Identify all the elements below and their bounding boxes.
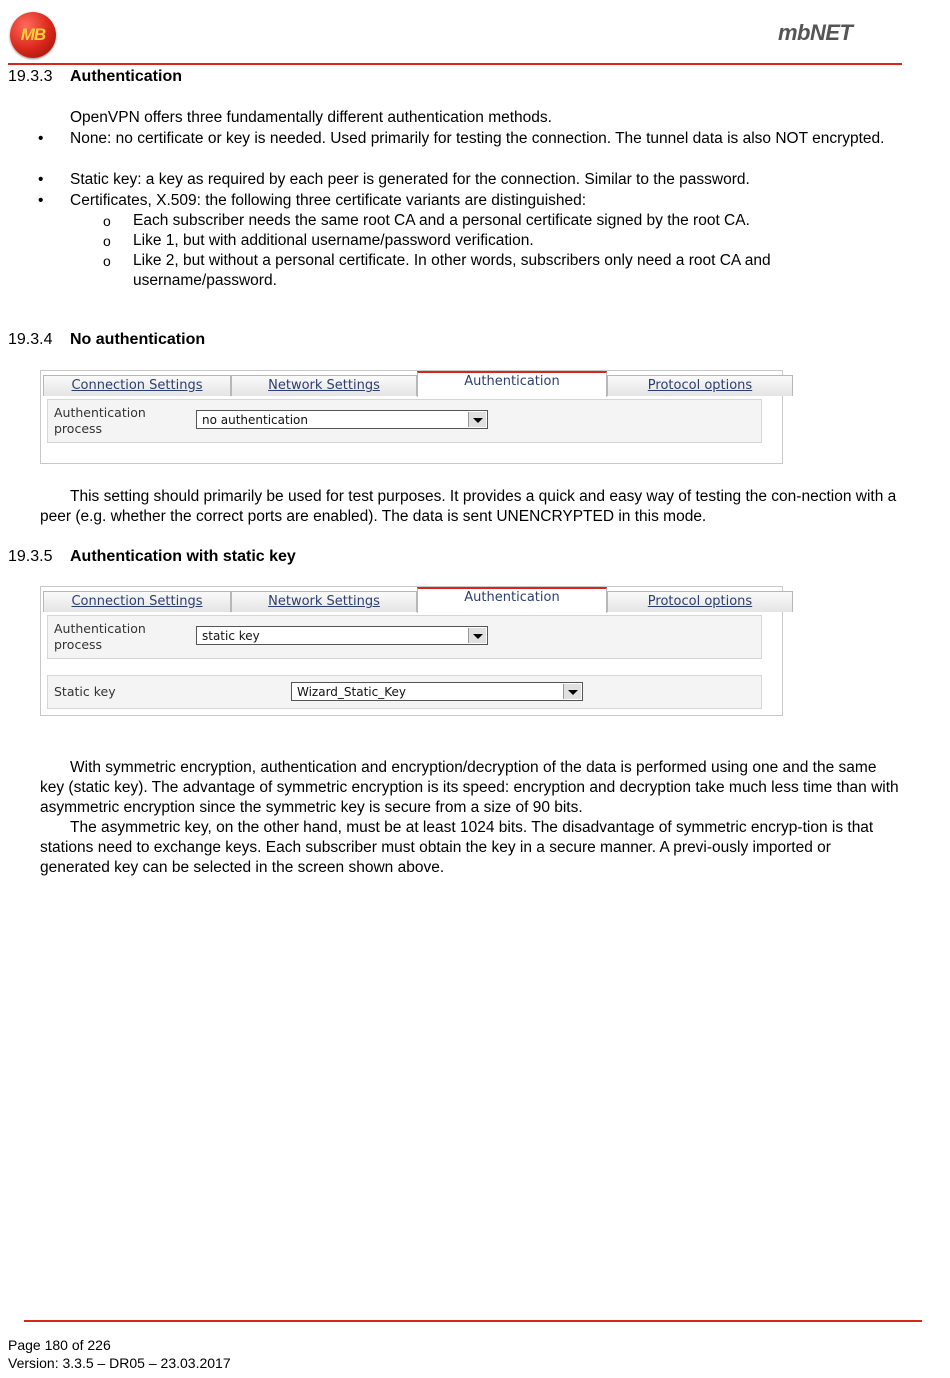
section-heading-no-authentication: 19.3.4 No authentication (8, 331, 206, 348)
no-auth-paragraph: This setting should primarily be used for test purposes. It provides a quick and easy way of testing the con-nection with a peer (e.g. whether the correct ports are enabled). The data is sent UNENCRYPTED in this mode. (40, 488, 897, 525)
static-key-paragraph-1: With symmetric encryption, authentication and encryption/decryption of the data is performed using one and the same key (static key). The advantage of symmetric encryption is its speed: encryption and decryption take much less time than with asymmetric encryption since the symmetric key is secure from a size of 90 bits. (40, 759, 899, 816)
tab-protocol-options[interactable]: Protocol options (607, 591, 793, 612)
auth-intro: OpenVPN offers three fundamentally different authentication methods. (70, 109, 552, 126)
tab-connection-settings[interactable]: Connection Settings (43, 591, 231, 612)
tab-protocol-options[interactable]: Protocol options (607, 375, 793, 396)
static-key-select[interactable]: Wizard_Static_Key (291, 682, 583, 701)
sub-bullet-item: o Like 1, but with additional username/password verification. (103, 232, 534, 249)
footer-rule (24, 1320, 922, 1322)
chevron-down-icon (563, 684, 581, 699)
static-key-paragraph-2: The asymmetric key, on the other hand, must be at least 1024 bits. The disadvantage of symmetric encryp-tion is that stations need to exchange keys. Each subscriber must obtain the key in a secure manner. A previ-ously imported or generated key can be selected in the screen shown above. (40, 819, 874, 876)
auth-process-select[interactable]: no authentication (196, 410, 488, 429)
section-heading-authentication: 19.3.3 Authentication (8, 68, 182, 85)
static-key-row (47, 675, 762, 709)
auth-process-select[interactable]: static key (196, 626, 488, 645)
auth-process-row (47, 399, 762, 443)
tab-network-settings[interactable]: Network Settings (231, 591, 417, 612)
tab-authentication[interactable]: Authentication (417, 371, 607, 397)
auth-process-row (47, 615, 762, 659)
sub-bullet-item: o Like 2, but without a personal certificate. In other words, subscribers only need a root CA and username/password. (103, 252, 771, 289)
tab-authentication[interactable]: Authentication (417, 587, 607, 613)
screenshot-no-authentication (40, 370, 783, 464)
page-number: Page 180 of 226 (8, 1337, 111, 1353)
bullet-item: • None: no certificate or key is needed. Used primarily for testing the connection. The tunnel data is also NOT encrypted. (38, 130, 885, 147)
tab-connection-settings[interactable]: Connection Settings (43, 375, 231, 396)
sub-bullet-item: o Each subscriber needs the same root CA and a personal certificate signed by the root CA. (103, 212, 750, 229)
static-key-label: Static key (54, 684, 116, 699)
mb-logo: MB (10, 12, 56, 58)
mbnet-logo: mbNET (778, 20, 853, 45)
version-info: Version: 3.3.5 – DR05 – 23.03.2017 (8, 1355, 231, 1371)
auth-process-label: Authentication process (54, 621, 146, 652)
auth-process-label: Authentication process (54, 405, 146, 436)
bullet-item: • Certificates, X.509: the following three certificate variants are distinguished: (38, 192, 587, 209)
chevron-down-icon (468, 412, 486, 427)
chevron-down-icon (468, 628, 486, 643)
section-heading-static-key: 19.3.5 Authentication with static key (8, 548, 296, 565)
screenshot-static-key (40, 586, 783, 716)
tab-network-settings[interactable]: Network Settings (231, 375, 417, 396)
header-rule (8, 63, 902, 65)
bullet-item: • Static key: a key as required by each peer is generated for the connection. Similar to the password. (38, 171, 750, 188)
